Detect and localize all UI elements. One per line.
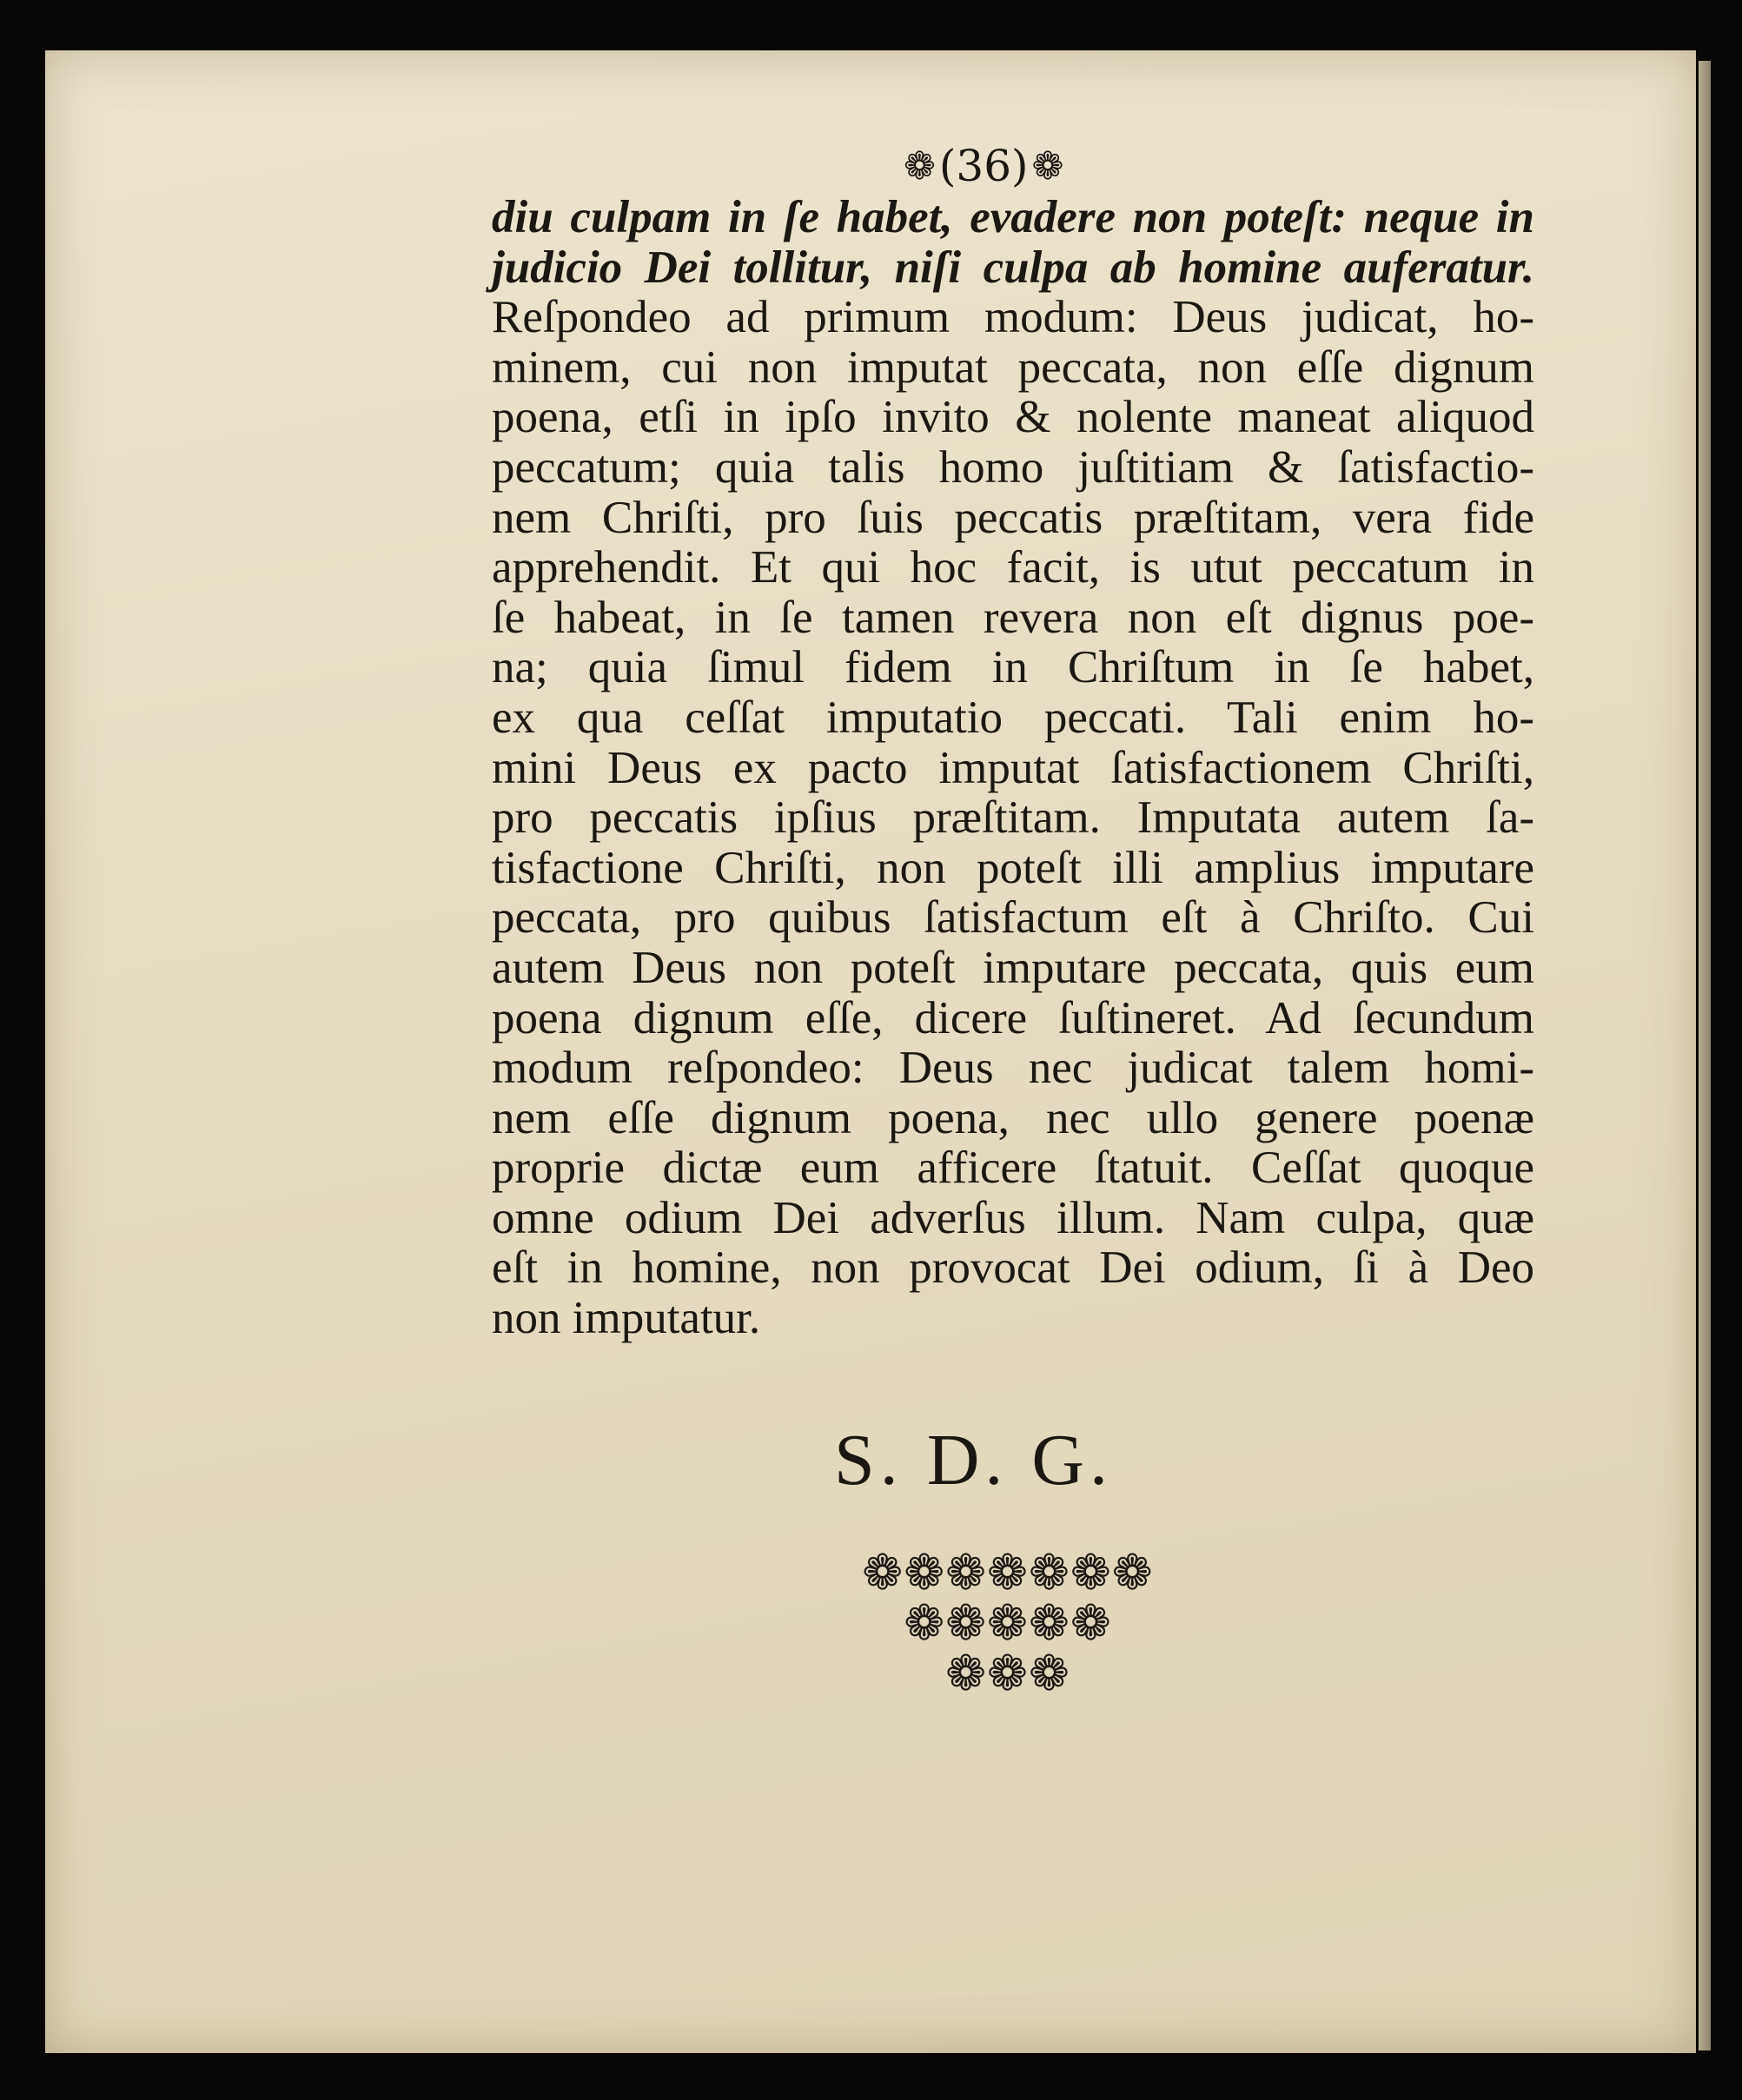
body-text — [492, 193, 1534, 1344]
ornament-right-icon: ❁ — [1031, 143, 1064, 189]
text-line: modum reſpondeo: Deus nec judicat talem homi- — [492, 1043, 1534, 1094]
page-header — [904, 141, 1063, 191]
text-line: omne odium Dei adverſus illum. Nam culpa, quæ — [492, 1192, 1534, 1243]
text-line: eſt in homine, non provocat Dei odium, ſi à Deo — [492, 1242, 1534, 1294]
page-number: (36) — [938, 141, 1029, 191]
text-line: judicio Dei tollitur, niſi culpa ab homine auferatur. — [492, 242, 1534, 293]
fleuron-icon-row: ❁❁❁❁❁ — [904, 1595, 1112, 1652]
text-line: apprehendit. Et qui hoc facit, is utut peccatum in — [492, 542, 1534, 593]
text-line: ſe habeat, in ſe tamen revera non eſt dignus poe- — [492, 592, 1534, 643]
text-line: poena, etſi in ipſo invito & nolente maneat aliquod — [492, 392, 1534, 443]
ornament-left-icon: ❁ — [904, 143, 936, 189]
fleuron-ornament — [825, 1545, 1190, 1702]
text-line: non imputatur. — [492, 1293, 761, 1344]
text-line: minem, cui non imputat peccata, non eſſe dignum — [492, 341, 1534, 393]
fleuron-icon-row: ❁❁❁ — [945, 1646, 1070, 1702]
text-line: peccatum; quia talis homo juſtitiam & ſatisfactio- — [492, 441, 1534, 493]
text-line: proprie dictæ eum afficere ſtatuit. Ceſſat quoque — [492, 1143, 1534, 1194]
text-line: poena dignum eſſe, dicere ſuſtineret. Ad ſecundum — [492, 992, 1534, 1043]
text-line: na; quia ſimul fidem in Chriſtum in ſe habet, — [492, 642, 1534, 693]
text-line: pro peccatis ipſius præſtitam. Imputata autem ſa- — [492, 792, 1534, 844]
text-line: nem eſſe dignum poena, nec ullo genere poenæ — [492, 1092, 1534, 1143]
text-line: peccata, pro quibus ſatisfactum eſt à Chriſto. Cui — [492, 892, 1534, 944]
text-line: ex qua ceſſat imputatio peccati. Tali enim ho- — [492, 692, 1534, 743]
text-line: Reſpondeo ad primum modum: Deus judicat, ho- — [492, 292, 1534, 343]
text-line: tisfactione Chriſti, non poteſt illi amplius imputare — [492, 842, 1534, 893]
text-line: nem Chriſti, pro ſuis peccatis præſtitam, vera fide — [492, 492, 1534, 543]
text-line: diu culpam in ſe habet, evadere non poteſt: neque in — [492, 192, 1534, 242]
text-line: mini Deus ex pacto imputat ſatisfactionem Chriſti, — [492, 742, 1534, 793]
closing-sdg: S. D. G. — [834, 1420, 1114, 1500]
page-edge — [1699, 61, 1711, 2050]
fleuron-icon-row: ❁❁❁❁❁❁❁ — [862, 1545, 1154, 1601]
text-line: autem Deus non poteſt imputare peccata, quis eum — [492, 942, 1534, 993]
